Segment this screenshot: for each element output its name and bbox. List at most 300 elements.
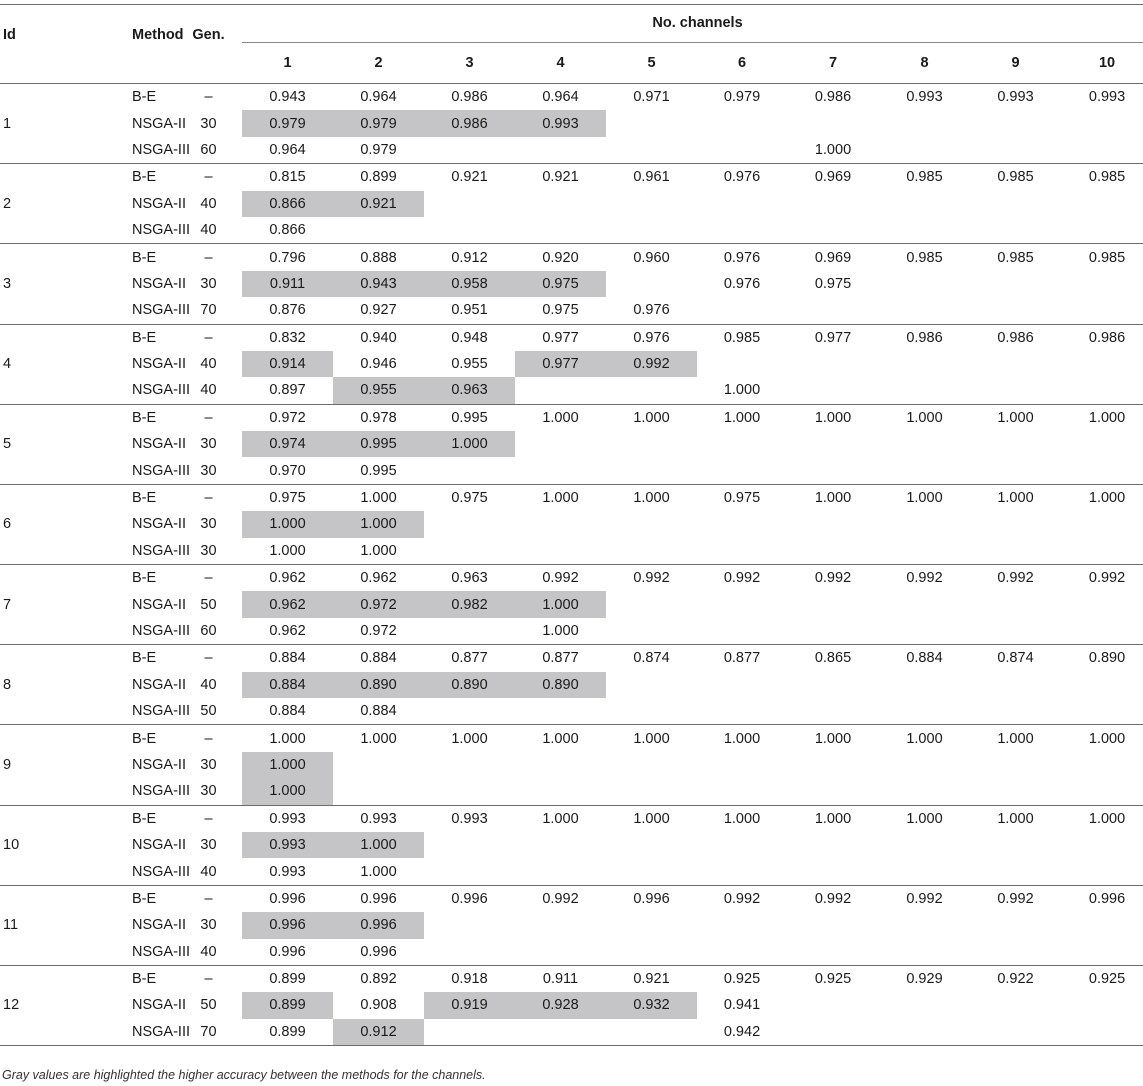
value-cell xyxy=(879,698,970,725)
value-cell xyxy=(970,778,1061,805)
gen-cell: – xyxy=(204,409,213,426)
value-cell xyxy=(787,992,879,1018)
value-cell: 0.993 xyxy=(269,810,306,827)
value-cell: 0.925 xyxy=(723,971,761,988)
value-cell xyxy=(879,672,970,698)
value-cell: 0.884 xyxy=(333,698,424,725)
table-row xyxy=(0,404,1143,431)
results-table xyxy=(0,4,1143,1046)
value-cell xyxy=(606,672,697,698)
value-cell xyxy=(879,110,970,136)
method-cell: B-E xyxy=(132,730,157,747)
value-cell xyxy=(697,698,787,725)
value-cell: 0.876 xyxy=(242,297,333,324)
value-cell xyxy=(879,939,970,966)
value-cell: 0.815 xyxy=(269,169,306,186)
value-cell: 1.000 xyxy=(360,730,397,747)
table-row xyxy=(0,538,1143,565)
value-cell xyxy=(697,832,787,858)
value-cell: 0.866 xyxy=(242,191,333,217)
value-cell xyxy=(787,351,879,377)
table-row xyxy=(0,297,1143,324)
value-cell: 1.000 xyxy=(333,511,424,537)
value-cell xyxy=(515,912,606,938)
value-cell: 0.985 xyxy=(906,249,943,266)
value-cell xyxy=(606,618,697,645)
value-cell: 0.975 xyxy=(515,271,606,297)
method-cell: NSGA-III xyxy=(60,538,175,565)
value-cell xyxy=(515,377,606,404)
value-cell: 1.000 xyxy=(333,538,424,565)
value-cell xyxy=(606,858,697,885)
value-cell: 1.000 xyxy=(269,730,306,747)
value-cell xyxy=(424,1019,515,1046)
value-cell xyxy=(424,217,515,244)
value-cell xyxy=(879,752,970,778)
value-cell xyxy=(879,217,970,244)
value-cell xyxy=(787,511,879,537)
value-cell: 0.946 xyxy=(360,356,397,373)
value-cell xyxy=(787,618,879,645)
method-cell: B-E xyxy=(132,490,157,507)
value-cell xyxy=(606,457,697,484)
value-cell: 0.877 xyxy=(723,650,761,667)
value-cell xyxy=(787,191,879,217)
table-footnote: Gray values are highlighted the higher accuracy between the methods for the channels. xyxy=(2,1068,486,1082)
table-row xyxy=(0,885,1143,912)
value-cell: 0.899 xyxy=(360,169,397,186)
value-cell xyxy=(970,752,1061,778)
value-cell: 0.996 xyxy=(242,912,333,938)
value-cell xyxy=(970,431,1061,457)
value-cell: 0.899 xyxy=(242,992,333,1018)
method-cell: NSGA-III xyxy=(60,939,175,966)
value-cell xyxy=(697,939,787,966)
value-cell: 1.000 xyxy=(723,409,761,426)
value-cell: 0.992 xyxy=(723,890,761,907)
value-cell: 1.000 xyxy=(906,730,943,747)
gen-cell: – xyxy=(204,730,213,747)
value-cell xyxy=(879,618,970,645)
value-cell xyxy=(970,618,1061,645)
value-cell: 0.921 xyxy=(633,971,670,988)
value-cell xyxy=(879,832,970,858)
value-cell xyxy=(515,431,606,457)
value-cell xyxy=(697,752,787,778)
table-header xyxy=(0,4,1143,84)
value-cell: 0.943 xyxy=(269,89,306,106)
value-cell: 1.000 xyxy=(542,490,579,507)
method-cell: B-E xyxy=(132,810,157,827)
group-id: 8 xyxy=(0,645,60,725)
value-cell: 0.992 xyxy=(997,890,1034,907)
value-cell: 0.921 xyxy=(451,169,488,186)
value-cell: 0.982 xyxy=(424,591,515,617)
value-cell xyxy=(970,832,1061,858)
value-cell xyxy=(606,511,697,537)
value-cell xyxy=(787,431,879,457)
header-channel-9: 9 xyxy=(970,43,1061,84)
value-cell: 0.962 xyxy=(242,618,333,645)
value-cell: 1.000 xyxy=(697,377,787,404)
value-cell xyxy=(606,191,697,217)
value-cell: 0.897 xyxy=(242,377,333,404)
value-cell: 0.992 xyxy=(542,890,579,907)
value-cell xyxy=(1061,992,1143,1018)
value-cell: 0.979 xyxy=(242,110,333,136)
value-cell xyxy=(697,618,787,645)
value-cell xyxy=(787,538,879,565)
value-cell xyxy=(1061,457,1143,484)
value-cell xyxy=(787,939,879,966)
value-cell xyxy=(787,591,879,617)
value-cell: 0.996 xyxy=(633,890,670,907)
value-cell: 0.912 xyxy=(333,1019,424,1046)
value-cell: 0.993 xyxy=(906,89,943,106)
value-cell xyxy=(424,511,515,537)
value-cell: 0.985 xyxy=(997,169,1034,186)
value-cell: 1.000 xyxy=(906,490,943,507)
value-cell: 1.000 xyxy=(242,752,333,778)
value-cell: 1.000 xyxy=(542,409,579,426)
value-cell: 0.890 xyxy=(333,672,424,698)
value-cell xyxy=(606,591,697,617)
value-cell: 0.978 xyxy=(360,409,397,426)
table-row xyxy=(0,351,1143,377)
value-cell: 0.884 xyxy=(242,698,333,725)
value-cell xyxy=(970,457,1061,484)
method-cell: NSGA-III xyxy=(60,457,175,484)
value-cell: 0.986 xyxy=(1088,329,1126,346)
value-cell: 0.996 xyxy=(242,939,333,966)
value-cell: 0.992 xyxy=(1088,570,1126,587)
value-cell: 0.979 xyxy=(333,110,424,136)
method-cell: NSGA-III xyxy=(60,698,175,725)
value-cell xyxy=(970,1019,1061,1046)
method-cell: B-E xyxy=(132,89,157,106)
value-cell: 0.964 xyxy=(242,137,333,164)
table-row xyxy=(0,725,1143,752)
value-cell: 0.985 xyxy=(997,249,1034,266)
value-cell: 1.000 xyxy=(997,810,1034,827)
table-row xyxy=(0,137,1143,164)
value-cell xyxy=(697,511,787,537)
value-cell xyxy=(970,672,1061,698)
value-cell: 0.890 xyxy=(1088,650,1126,667)
header-gen: Gen. xyxy=(175,4,242,84)
value-cell: 0.996 xyxy=(451,890,488,907)
value-cell xyxy=(1061,511,1143,537)
value-cell: 0.928 xyxy=(515,992,606,1018)
method-cell: NSGA-II xyxy=(132,596,186,613)
value-cell xyxy=(879,431,970,457)
value-cell: 0.975 xyxy=(269,490,306,507)
value-cell xyxy=(787,217,879,244)
value-cell xyxy=(879,912,970,938)
group-id: 7 xyxy=(0,565,60,645)
value-cell: 0.992 xyxy=(906,570,943,587)
table-row xyxy=(0,377,1143,404)
value-cell: 0.929 xyxy=(906,971,943,988)
value-cell xyxy=(970,858,1061,885)
value-cell xyxy=(697,137,787,164)
value-cell: 0.922 xyxy=(997,971,1034,988)
table-body xyxy=(0,84,1143,1046)
table-row xyxy=(0,805,1143,832)
value-cell xyxy=(424,778,515,805)
gen-cell: 40 xyxy=(175,377,242,404)
method-cell: NSGA-II xyxy=(132,997,186,1014)
value-cell: 0.976 xyxy=(633,329,670,346)
gen-cell: – xyxy=(204,329,213,346)
method-cell: NSGA-III xyxy=(60,1019,175,1046)
value-cell xyxy=(697,591,787,617)
value-cell: 0.996 xyxy=(360,890,397,907)
value-cell: 0.995 xyxy=(333,431,424,457)
table-row xyxy=(0,164,1143,191)
gen-cell: – xyxy=(204,890,213,907)
value-cell: 0.986 xyxy=(997,329,1034,346)
gen-cell: 70 xyxy=(175,297,242,324)
value-cell xyxy=(697,457,787,484)
method-cell: B-E xyxy=(132,650,157,667)
group-id: 4 xyxy=(0,324,60,404)
value-cell: 0.951 xyxy=(424,297,515,324)
value-cell: 0.995 xyxy=(333,457,424,484)
value-cell xyxy=(970,271,1061,297)
value-cell xyxy=(606,698,697,725)
value-cell: 1.000 xyxy=(633,409,670,426)
value-cell xyxy=(1061,832,1143,858)
value-cell: 0.925 xyxy=(814,971,852,988)
value-cell xyxy=(1061,137,1143,164)
value-cell xyxy=(787,832,879,858)
value-cell xyxy=(697,217,787,244)
value-cell xyxy=(333,778,424,805)
value-cell: 0.960 xyxy=(633,249,670,266)
value-cell xyxy=(1061,297,1143,324)
gen-cell: 30 xyxy=(200,275,217,292)
value-cell: 0.993 xyxy=(1088,89,1126,106)
value-cell: 0.961 xyxy=(633,169,670,186)
value-cell xyxy=(787,1019,879,1046)
value-cell: 1.000 xyxy=(906,409,943,426)
value-cell: 0.993 xyxy=(242,858,333,885)
value-cell: 0.927 xyxy=(333,297,424,324)
value-cell xyxy=(879,271,970,297)
value-cell xyxy=(606,939,697,966)
table-row xyxy=(0,618,1143,645)
value-cell: 0.925 xyxy=(1088,971,1126,988)
value-cell: 0.919 xyxy=(424,992,515,1018)
value-cell: 0.958 xyxy=(424,271,515,297)
value-cell: 1.000 xyxy=(542,810,579,827)
method-cell: B-E xyxy=(132,169,157,186)
value-cell: 0.899 xyxy=(269,971,306,988)
value-cell: 0.941 xyxy=(723,997,761,1014)
value-cell: 0.955 xyxy=(451,356,488,373)
value-cell xyxy=(879,377,970,404)
header-channels-title: No. channels xyxy=(242,4,1143,43)
value-cell: 0.932 xyxy=(606,992,697,1018)
value-cell: 0.943 xyxy=(333,271,424,297)
value-cell: 0.899 xyxy=(242,1019,333,1046)
method-cell: NSGA-II xyxy=(132,756,186,773)
value-cell xyxy=(515,858,606,885)
value-cell: 0.920 xyxy=(542,249,579,266)
gen-cell: – xyxy=(204,650,213,667)
value-cell xyxy=(1061,752,1143,778)
value-cell xyxy=(424,832,515,858)
value-cell xyxy=(1061,271,1143,297)
header-channel-8: 8 xyxy=(879,43,970,84)
gen-cell: 30 xyxy=(200,516,217,533)
gen-cell: – xyxy=(204,490,213,507)
value-cell: 0.963 xyxy=(424,377,515,404)
value-cell: 1.000 xyxy=(723,810,761,827)
method-cell: NSGA-II xyxy=(132,195,186,212)
value-cell: 1.000 xyxy=(814,490,852,507)
method-cell: NSGA-III xyxy=(60,778,175,805)
value-cell xyxy=(1061,778,1143,805)
value-cell xyxy=(1061,1019,1143,1046)
value-cell: 0.874 xyxy=(997,650,1034,667)
value-cell xyxy=(879,538,970,565)
value-cell: 0.992 xyxy=(814,570,852,587)
value-cell xyxy=(879,457,970,484)
value-cell xyxy=(1061,351,1143,377)
method-cell: NSGA-III xyxy=(60,297,175,324)
value-cell: 0.884 xyxy=(269,650,306,667)
value-cell: 0.962 xyxy=(360,570,397,587)
value-cell xyxy=(697,110,787,136)
value-cell xyxy=(970,351,1061,377)
value-cell: 1.000 xyxy=(242,538,333,565)
value-cell xyxy=(697,351,787,377)
group-id: 12 xyxy=(0,965,60,1045)
value-cell: 1.000 xyxy=(1088,810,1126,827)
gen-cell: 30 xyxy=(200,917,217,934)
value-cell xyxy=(424,618,515,645)
value-cell: 1.000 xyxy=(242,511,333,537)
gen-cell: 30 xyxy=(200,436,217,453)
value-cell: 0.985 xyxy=(1088,249,1126,266)
value-cell: 1.000 xyxy=(814,409,852,426)
value-cell: 1.000 xyxy=(515,618,606,645)
value-cell: 0.796 xyxy=(269,249,306,266)
value-cell xyxy=(970,297,1061,324)
table-row xyxy=(0,271,1143,297)
value-cell xyxy=(1061,377,1143,404)
value-cell xyxy=(1061,672,1143,698)
value-cell xyxy=(606,137,697,164)
value-cell: 0.888 xyxy=(360,249,397,266)
method-cell: NSGA-III xyxy=(60,618,175,645)
value-cell: 0.892 xyxy=(360,971,397,988)
table-row xyxy=(0,565,1143,592)
table-row xyxy=(0,191,1143,217)
value-cell xyxy=(515,217,606,244)
value-cell: 0.986 xyxy=(814,89,852,106)
value-cell: 0.908 xyxy=(360,997,397,1014)
value-cell xyxy=(606,832,697,858)
value-cell xyxy=(606,377,697,404)
table-row xyxy=(0,110,1143,136)
gen-cell: 30 xyxy=(175,457,242,484)
value-cell: 0.972 xyxy=(333,618,424,645)
value-cell xyxy=(1061,538,1143,565)
value-cell xyxy=(970,591,1061,617)
header-method: Method xyxy=(60,4,175,84)
value-cell xyxy=(879,137,970,164)
value-cell xyxy=(606,217,697,244)
method-cell: NSGA-II xyxy=(132,356,186,373)
group-id: 2 xyxy=(0,164,60,244)
method-cell: B-E xyxy=(132,409,157,426)
value-cell xyxy=(1061,217,1143,244)
value-cell xyxy=(697,538,787,565)
table-row xyxy=(0,752,1143,778)
gen-cell: – xyxy=(204,570,213,587)
value-cell: 0.975 xyxy=(515,297,606,324)
gen-cell: 30 xyxy=(200,837,217,854)
method-cell: NSGA-III xyxy=(60,217,175,244)
value-cell xyxy=(879,591,970,617)
header-channel-10: 10 xyxy=(1061,43,1143,84)
value-cell xyxy=(787,698,879,725)
value-cell: 0.986 xyxy=(906,329,943,346)
method-cell: NSGA-III xyxy=(60,858,175,885)
value-cell xyxy=(879,351,970,377)
value-cell xyxy=(606,912,697,938)
value-cell xyxy=(424,137,515,164)
value-cell: 0.992 xyxy=(997,570,1034,587)
value-cell: 0.993 xyxy=(515,110,606,136)
value-cell: 1.000 xyxy=(360,490,397,507)
value-cell: 1.000 xyxy=(906,810,943,827)
value-cell xyxy=(1061,618,1143,645)
value-cell: 0.964 xyxy=(360,89,397,106)
gen-cell: – xyxy=(204,89,213,106)
header-channel-1: 1 xyxy=(242,43,333,84)
value-cell xyxy=(970,137,1061,164)
value-cell: 0.976 xyxy=(606,297,697,324)
value-cell: 0.986 xyxy=(451,89,488,106)
gen-cell: 60 xyxy=(175,137,242,164)
value-cell: 0.995 xyxy=(451,409,488,426)
value-cell xyxy=(1061,191,1143,217)
value-cell xyxy=(697,191,787,217)
method-cell: NSGA-II xyxy=(132,275,186,292)
value-cell: 0.975 xyxy=(814,275,852,292)
value-cell: 0.975 xyxy=(451,490,488,507)
table-row xyxy=(0,84,1143,111)
gen-cell: 40 xyxy=(175,217,242,244)
method-cell: NSGA-II xyxy=(132,676,186,693)
value-cell xyxy=(515,511,606,537)
group-id: 5 xyxy=(0,404,60,484)
value-cell: 0.884 xyxy=(360,650,397,667)
value-cell: 0.979 xyxy=(333,137,424,164)
value-cell xyxy=(970,511,1061,537)
value-cell xyxy=(970,110,1061,136)
value-cell xyxy=(879,297,970,324)
value-cell: 1.000 xyxy=(723,730,761,747)
table-row xyxy=(0,965,1143,992)
value-cell xyxy=(515,778,606,805)
value-cell xyxy=(697,778,787,805)
group-id: 10 xyxy=(0,805,60,885)
